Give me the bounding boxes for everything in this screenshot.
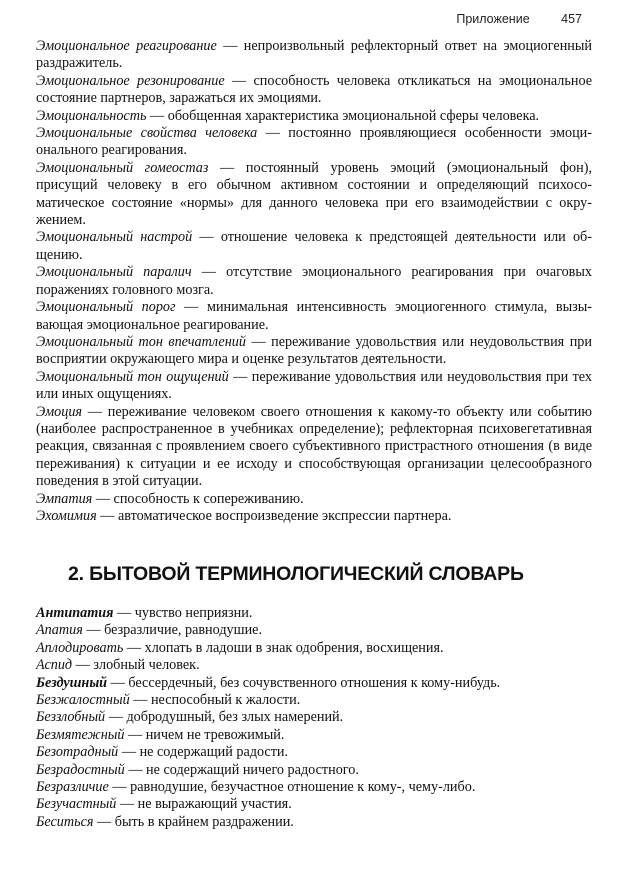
entry-term: Эмоциональное резонирование [36,72,225,89]
entry-term: Эмоциональный порог [36,299,176,316]
entry-definition: быть в крайнем раздражении. [114,813,294,830]
glossary-entry [36,73,592,108]
entry-dash: — [191,264,227,281]
entry-term: Безмятежный [36,726,125,743]
entry-dash: — [208,159,246,176]
glossary-entry [36,38,592,73]
glossary-everyday-terms [36,605,592,831]
entry-term: Аплодировать [36,639,124,656]
entry-dash: — [108,779,131,796]
glossary-entry [36,744,592,761]
entry-term: Эхомимия [36,507,97,524]
entry-definition: злобный человек. [93,657,200,674]
entry-dash: — [82,403,108,420]
entry-term: Бездушный [36,674,108,691]
entry-dash: — [92,490,114,507]
glossary-entry [36,508,592,525]
entry-dash: — [124,761,147,778]
entry-definition: отсутствие эмоционального реагирования при очаговых поражениях головного мозга. [36,264,593,298]
entry-definition: не содержащий радости. [139,744,289,761]
entry-definition: неспособный к жалости. [150,692,301,709]
entry-definition: постоянный уровень эмоций (эмоциональный фон), присущий человеку в его обычном активном состоянии и определяющий психосоматическое состояние «нормы» для данного человека при его взаимодействии с окружением. [36,159,592,229]
entry-definition: равнодушие, безучастное отношение к кому-, чему-либо. [130,779,476,796]
glossary-entry [36,640,592,657]
entry-term: Эмоциональный настрой [36,229,193,246]
entry-dash: — [82,622,105,639]
entry-definition: хлопать в ладоши в знак одобрения, восхищения. [144,639,444,656]
entry-dash: — [72,657,94,674]
glossary-entry [36,404,592,491]
glossary-entry [36,229,592,264]
entry-dash: — [129,692,151,709]
entry-term: Беситься [36,813,94,830]
entry-dash: — [245,333,272,350]
entry-term: Эмоциональное реагирование [36,38,217,54]
entry-dash: — [224,72,254,89]
entry-dash: — [96,507,118,524]
entry-term: Беззлобный [36,709,106,726]
entry-dash: — [93,813,115,830]
entry-definition: обобщенная характеристика эмоциональной сферы человека. [167,107,540,124]
entry-dash: — [123,639,145,656]
header-section-title: Приложение [456,12,530,26]
entry-dash: — [124,726,146,743]
glossary-entry [36,491,592,508]
entry-definition: способность к сопереживанию. [113,490,304,507]
entry-definition: способность человека откликаться на эмоциональное состояние партнеров, заражаться их эмоциями. [36,72,593,107]
glossary-entry [36,125,592,160]
entry-definition: переживание человеком своего отношения к какому-то объекту или событию (наиболее распространенное в учебниках определение); рефлекторная психовегетативная реакция, связанная с проявлением своего субъективного пристрастного отношения (в виде переживания) к ситуации и ее исходу и способствующая организации целесообразного поведения в этой ситуации. [36,403,592,490]
page-number: 457 [561,12,582,26]
running-header [456,12,582,26]
glossary-entry [36,709,592,726]
entry-term: Антипатия [36,605,114,621]
entry-term: Безразличие [36,779,109,796]
glossary-entry [36,796,592,813]
entry-term: Эмоциональность [36,107,147,124]
entry-definition: бессердечный, без сочувственного отношения к кому-нибудь. [128,674,501,691]
glossary-entry [36,160,592,230]
glossary-entry [36,657,592,674]
glossary-entry [36,605,592,622]
glossary-entry [36,692,592,709]
entry-definition: чувство неприязни. [134,605,253,621]
entry-term: Эмпатия [36,490,93,507]
entry-dash: — [146,107,168,124]
entry-term: Безучастный [36,796,117,813]
glossary-entry [36,334,592,369]
entry-term: Аспид [36,657,73,674]
entry-term: Безрадостный [36,761,125,778]
glossary-entry [36,264,592,299]
entry-definition: не содержащий ничего радостного. [146,761,359,778]
entry-dash: — [192,229,221,246]
entry-dash: — [105,709,127,726]
glossary-entry [36,299,592,334]
entry-dash: — [228,368,252,385]
entry-term: Эмоциональный паралич [36,264,192,281]
entry-definition: постоянно проявляющиеся особенности эмоционального реагирования. [36,125,592,159]
entry-dash: — [113,605,135,621]
entry-definition: отношение человека к предстоящей деятельности или общению. [36,229,593,263]
entry-term: Эмоциональный гомеостаз [36,159,209,176]
glossary-entry [36,814,592,831]
entry-term: Эмоциональный тон впечатлений [36,333,246,350]
entry-definition: не выражающий участия. [137,796,292,813]
entry-dash: — [107,674,129,691]
entry-definition: переживание удовольствия или неудовольствия при тех или иных ощущениях. [36,368,593,403]
entry-definition: минимальная интенсивность эмоциогенного стимула, вызывающая эмоциональное реагирование. [36,299,592,333]
glossary-entry [36,369,592,404]
entry-definition: добродушный, без злых намерений. [126,709,344,726]
entry-term: Безжалостный [36,692,130,709]
entry-term: Эмоция [36,403,83,420]
entry-term: Эмоциональные свойства человека [36,125,258,142]
entry-definition: переживание удовольствия или неудовольствия при восприятии окружающего мира и оценке результатов деятельности. [36,333,592,368]
entry-dash: — [118,744,140,761]
glossary-entry [36,779,592,796]
glossary-entry [36,108,592,125]
glossary-entry [36,675,592,692]
entry-definition: непроизвольный рефлекторный ответ на эмоциогенный раздражитель. [36,38,593,72]
entry-definition: безразличие, равнодушие. [104,622,263,639]
entry-definition: автоматическое воспроизведение экспрессии партнера. [117,507,452,524]
glossary-entry [36,727,592,744]
glossary-emotional-terms [36,38,592,525]
entry-term: Безотрадный [36,744,119,761]
glossary-entry [36,622,592,639]
entry-term: Апатия [36,622,83,639]
entry-definition: ничем не тревожимый. [145,726,285,743]
entry-dash: — [175,299,207,316]
entry-dash: — [257,125,289,142]
glossary-entry [36,762,592,779]
entry-dash: — [116,796,138,813]
entry-dash: — [216,38,244,54]
section-heading: 2. БЫТОВОЙ ТЕРМИНОЛОГИЧЕСКИЙ СЛОВАРЬ [68,563,524,585]
entry-term: Эмоциональный тон ощущений [36,368,229,385]
